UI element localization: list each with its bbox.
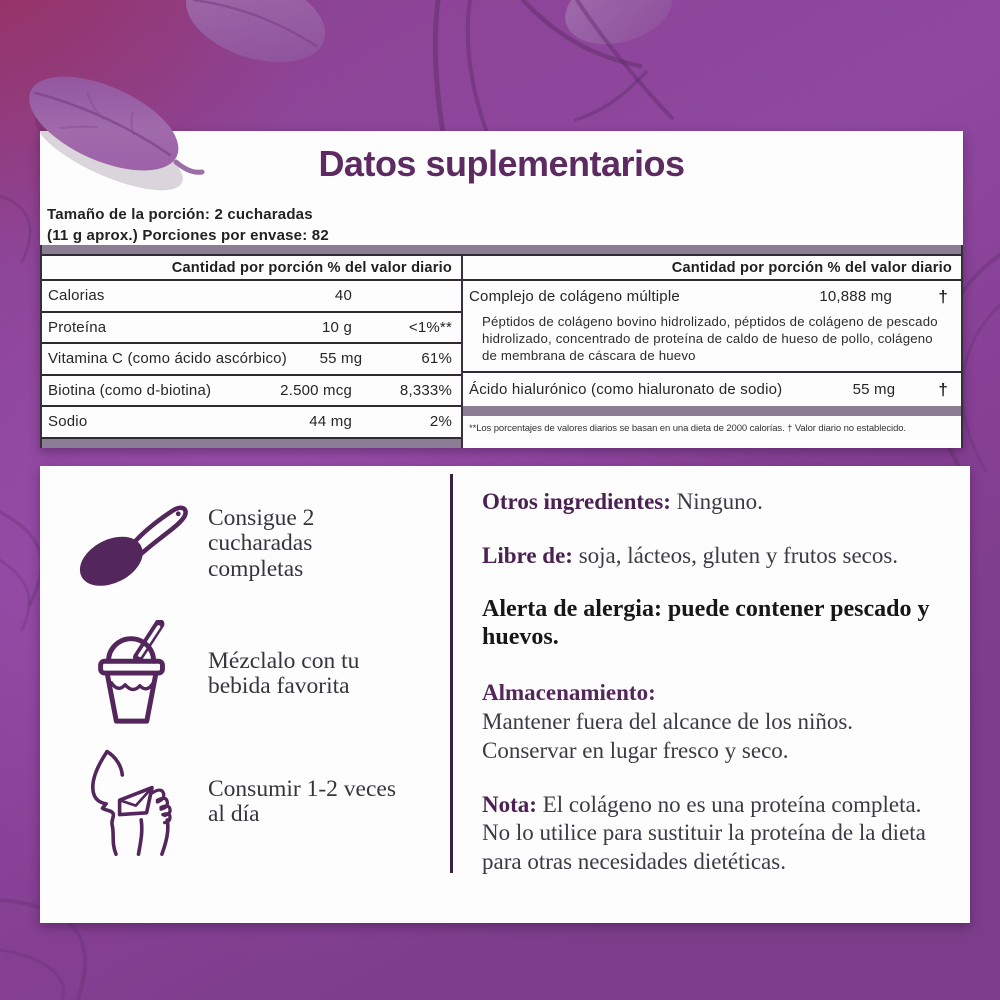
usage-step-scoop [74, 486, 400, 602]
storage-label: Almacenamiento: [482, 679, 656, 705]
table-row-biotin [42, 376, 461, 408]
note [482, 791, 948, 878]
panel-title: Datos suplementarios [318, 143, 685, 184]
nutrient-dv: <1%** [408, 318, 452, 336]
storage-text: Mantener fuera del alcance de los niños. Conservar en lugar fresco y seco. [482, 708, 854, 763]
supplement-facts-panel [40, 131, 963, 448]
nutrient-amount: 40 [334, 287, 352, 305]
nutrient-dv: 2% [429, 413, 452, 431]
free-from [482, 542, 948, 571]
nutrient-amount: 55 mg [319, 350, 363, 368]
column-header: Cantidad por porción % del valor diario [42, 256, 461, 281]
serving-size: Tamaño de la porción: 2 cucharadas [47, 206, 313, 223]
usage-step-text: Mézclalo con tu bebida favorita [208, 647, 360, 699]
nutrient-name: Sodio [48, 413, 88, 431]
nutrition-tables [40, 245, 963, 448]
nutrient-dv: 61% [421, 350, 452, 368]
other-ingredients-value: Ninguno. [670, 489, 763, 514]
person-drinking-icon [74, 748, 194, 856]
nutrient-amount: 10 g [322, 318, 352, 336]
usage-step-text: Consumir 1-2 veces al día [208, 775, 396, 827]
table-row-calories [42, 281, 461, 313]
usage-step-drink [74, 744, 400, 860]
panel-divider [450, 474, 453, 873]
nutrient-amount: 10,888 mg [819, 288, 892, 305]
nutrient-amount: 55 mg [852, 381, 896, 399]
nutrition-table-left [42, 256, 461, 448]
leaf-top-right-icon [557, 0, 681, 56]
serving-info [47, 205, 329, 246]
leaf-top-left-icon [175, 0, 337, 78]
ingredient-info [482, 488, 948, 902]
usage-step-mix [74, 616, 400, 732]
spoon-icon [74, 490, 194, 598]
table-bottom-bar [42, 439, 461, 449]
nutrition-table-right [461, 256, 961, 448]
usage-step-text: Consigue 2 cucharadas completas [208, 504, 315, 582]
collagen-ingredients-detail: Péptidos de colágeno bovino hidrolizado, péptidos de colágeno de pescado hidrolizado, concentrado de proteína de caldo de hueso de pollo, colágeno de membrana de cáscara de huevo [461, 310, 961, 373]
free-from-label: Libre de: [482, 542, 573, 568]
daily-value-footnote: **Los porcentajes de valores diarios se basan en una dieta de 2000 calorías. † Valor diario no establecido. [469, 423, 906, 435]
note-text: El colágeno no es una proteína completa. No lo utilice para sustituir la proteína de la dieta para otras necesidades dietéticas. [482, 791, 926, 875]
nutrient-name: Ácido hialurónico (como hialuronato de sodio) [469, 381, 783, 399]
free-from-value: soja, lácteos, gluten y frutos secos. [572, 542, 899, 568]
nutrient-name: Complejo de colágeno múltiple [469, 288, 680, 305]
nutrient-dv: † [938, 379, 948, 399]
usage-panel [40, 466, 970, 923]
other-ingredients-label: Otros ingredientes: [482, 489, 671, 514]
note-label: Nota: [482, 791, 537, 817]
table-row-protein [42, 313, 461, 345]
nutrient-amount: 44 mg [309, 413, 352, 431]
nutrient-dv: 8,333% [399, 381, 452, 399]
table-divider [461, 256, 463, 448]
other-ingredients [482, 488, 948, 517]
cup-icon [74, 620, 194, 728]
nutrient-name: Vitamina C (como ácido ascórbico) [48, 350, 287, 368]
nutrient-amount: 2.500 mcg [280, 381, 352, 399]
nutrient-name: Proteína [48, 318, 107, 336]
table-row-hyaluronic-acid [461, 373, 961, 406]
storage [482, 679, 948, 766]
table-row-sodium [42, 407, 461, 439]
allergy-alert: Alerta de alergia: puede contener pescado y huevos. [482, 595, 930, 650]
nutrient-dv: † [938, 286, 948, 306]
table-top-bar [42, 245, 961, 256]
nutrient-name: Biotina (como d-biotina) [48, 381, 212, 399]
table-row-vitamin-c [42, 344, 461, 376]
table-bottom-bar [461, 406, 961, 416]
nutrient-name: Calorias [48, 287, 105, 305]
table-row-collagen-complex [461, 281, 961, 310]
column-header: Cantidad por porción % del valor diario [461, 256, 961, 281]
servings-per-container: (11 g aprox.) Porciones por envase: 82 [47, 226, 329, 244]
